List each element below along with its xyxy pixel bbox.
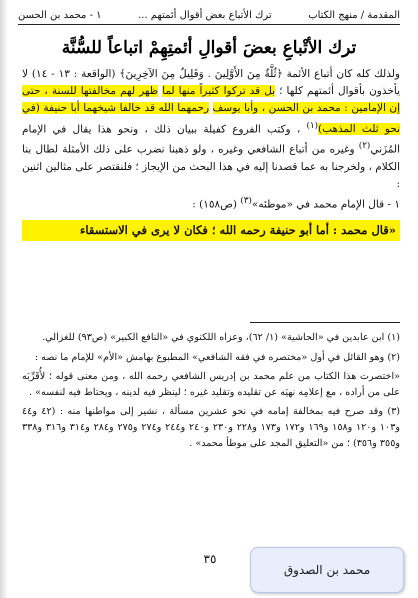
main-text — [22, 66, 400, 241]
footnote-ref: (١) — [306, 120, 319, 131]
footnote: (٣) وقد صرح فيه بمخالفة إمامه في نحو عشرين مسألة ، نشير إلى مواطنها منه : (٤٢ و٤٤ و١٠٣ و١٢٠ و١٥٨ و١٦٩ و١٧٢ و١٧٣ و٢٢٨ و٢٣٠ و٢٤٠ و٢٤٤ و٢٧٤ و٢٧٥ و٢٨٤ و٣١٤ و٣١٦ و٣٣٨ و٣٥٥ و٣٥٦) ؛ من «التعليق المجد على موطأ محمد» . — [22, 406, 401, 449]
running-header — [18, 6, 400, 25]
text-run: (ص١٥٨) : — [192, 198, 237, 211]
name-callout: محمد بن الصدوق — [250, 547, 404, 593]
footnotes — [22, 330, 400, 455]
page-title: ترك الأتْباعِ بعضَ أقوالِ أئمتِهِمْ اتباعاً للسُّنَّة — [61, 38, 357, 58]
highlighted-text: ظهر لهم مخالفتها للسنة ، حتى إن الإمامين : محمد بن الحسن ، وأبا يوسف — [22, 85, 400, 115]
highlighted-text: رحمهما الله قد خالفا شيخهما أبا حنيفة (في نحو ثلث المذهب) — [22, 102, 400, 136]
highlighted-quote: «قال محمد : أما أبو حنيفة رحمه الله ؛ فكان لا يرى في الاستسقاء — [22, 220, 400, 241]
footnote-separator — [250, 322, 400, 323]
header-topic: ترك الأتباع بعض أقوال أئمتهم ... — [138, 9, 272, 21]
footnote-ref: (٣) — [240, 196, 252, 207]
text-run: ولذلك كله كان أتباع الأئمة ﴿ثُلَّةٌ مِنَ الأَوَّلِينَ . وَقَلِيلٌ مِنَ الآخِرِينَ﴾ — [119, 68, 400, 80]
footnote: (١) ابن عابدين في «الحاشية» (١/ ٦٢)، وعزاه اللكنوي في «النافع الكبير» (ص٩٣) للغزالي. — [42, 332, 400, 343]
footnote: «اختصرت هذا الكتاب من علم محمد بن إدريس الشافعي رحمه الله ، ومن معنى قوله ؛ لأُقَرِّبَه على من أراده ، مع إعلامِه نهيَه عن تقليده وتقليد غيره ؛ لينظر فيه لدينه ، ويحتاط فيه لنفسه» . — [22, 371, 400, 398]
highlighted-text: بل قد تركوا كثيراً منها لما — [162, 85, 276, 98]
paragraph — [22, 66, 400, 193]
footnote: (٢) وهو القائل في أول «مختصره في فقه الشافعي» المطبوع بهامش «الأم» للإمام ما نصه : — [34, 351, 400, 363]
page-number: ٣٥ — [203, 552, 217, 566]
header-chapter: ١ - محمد بن الحسن — [18, 9, 102, 21]
example-heading — [22, 193, 400, 214]
text-run: وغيره من أتباع الشافعي وغيره ، ولو ذهبنا نضرب على ذلك الأمثلة لطال بنا الكلام ، ولخرجنا به عما قصدنا إليه في هذا البحث من الإيجاز ؛ فلنقتصر على مثالين اثنين : — [22, 143, 400, 191]
text-run: ، وكتب الفروع كفيلة ببيان ذلك ، ونحو هذا يقال في الإمام المُزَني — [22, 123, 400, 156]
footnote-ref: (٢) — [358, 141, 371, 152]
text-run: (الواقعة : ١٣ - ١٤) لا يأخذون بأقوال أئمتهم كلها ؛ — [22, 68, 401, 98]
header-section: المقدمة / منهج الكتاب — [308, 9, 400, 21]
page-binding-shadow — [0, 0, 8, 598]
text-run: ١ - قال الإمام محمد في «موطئه» — [251, 198, 400, 211]
